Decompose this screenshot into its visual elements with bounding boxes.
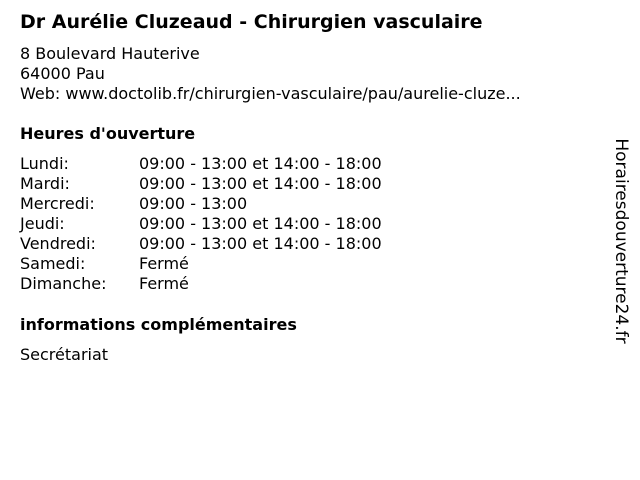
day-label: Lundi:	[20, 154, 69, 173]
address-city: 64000 Pau	[20, 64, 105, 83]
time-value: Fermé	[139, 254, 189, 273]
time-value: 09:00 - 13:00 et 14:00 - 18:00	[139, 174, 382, 193]
website-text: Web: www.doctolib.fr/chirurgien-vasculaire/pau/aurelie-cluze...	[20, 84, 521, 103]
site-watermark	[611, 136, 631, 346]
day-label: Mercredi:	[20, 194, 95, 213]
day-label: Vendredi:	[20, 234, 96, 253]
day-label: Jeudi:	[20, 214, 65, 233]
page-title: Dr Aurélie Cluzeaud - Chirurgien vasculaire	[20, 11, 483, 33]
time-value: 09:00 - 13:00 et 14:00 - 18:00	[139, 214, 382, 233]
time-value: Fermé	[139, 274, 189, 293]
time-value: 09:00 - 13:00	[139, 194, 248, 213]
hours-heading: Heures d'ouverture	[20, 124, 196, 143]
info-heading: informations complémentaires	[20, 315, 297, 334]
address-block	[20, 44, 521, 104]
address-street: 8 Boulevard Hauterive	[20, 44, 200, 63]
time-value: 09:00 - 13:00 et 14:00 - 18:00	[139, 234, 382, 253]
info-text: Secrétariat	[20, 345, 109, 364]
day-label: Samedi:	[20, 254, 86, 273]
day-label: Dimanche:	[20, 274, 107, 293]
watermark-text: Horairesdouverture24.fr	[611, 138, 631, 344]
day-label: Mardi:	[20, 174, 70, 193]
time-value: 09:00 - 13:00 et 14:00 - 18:00	[139, 154, 382, 173]
